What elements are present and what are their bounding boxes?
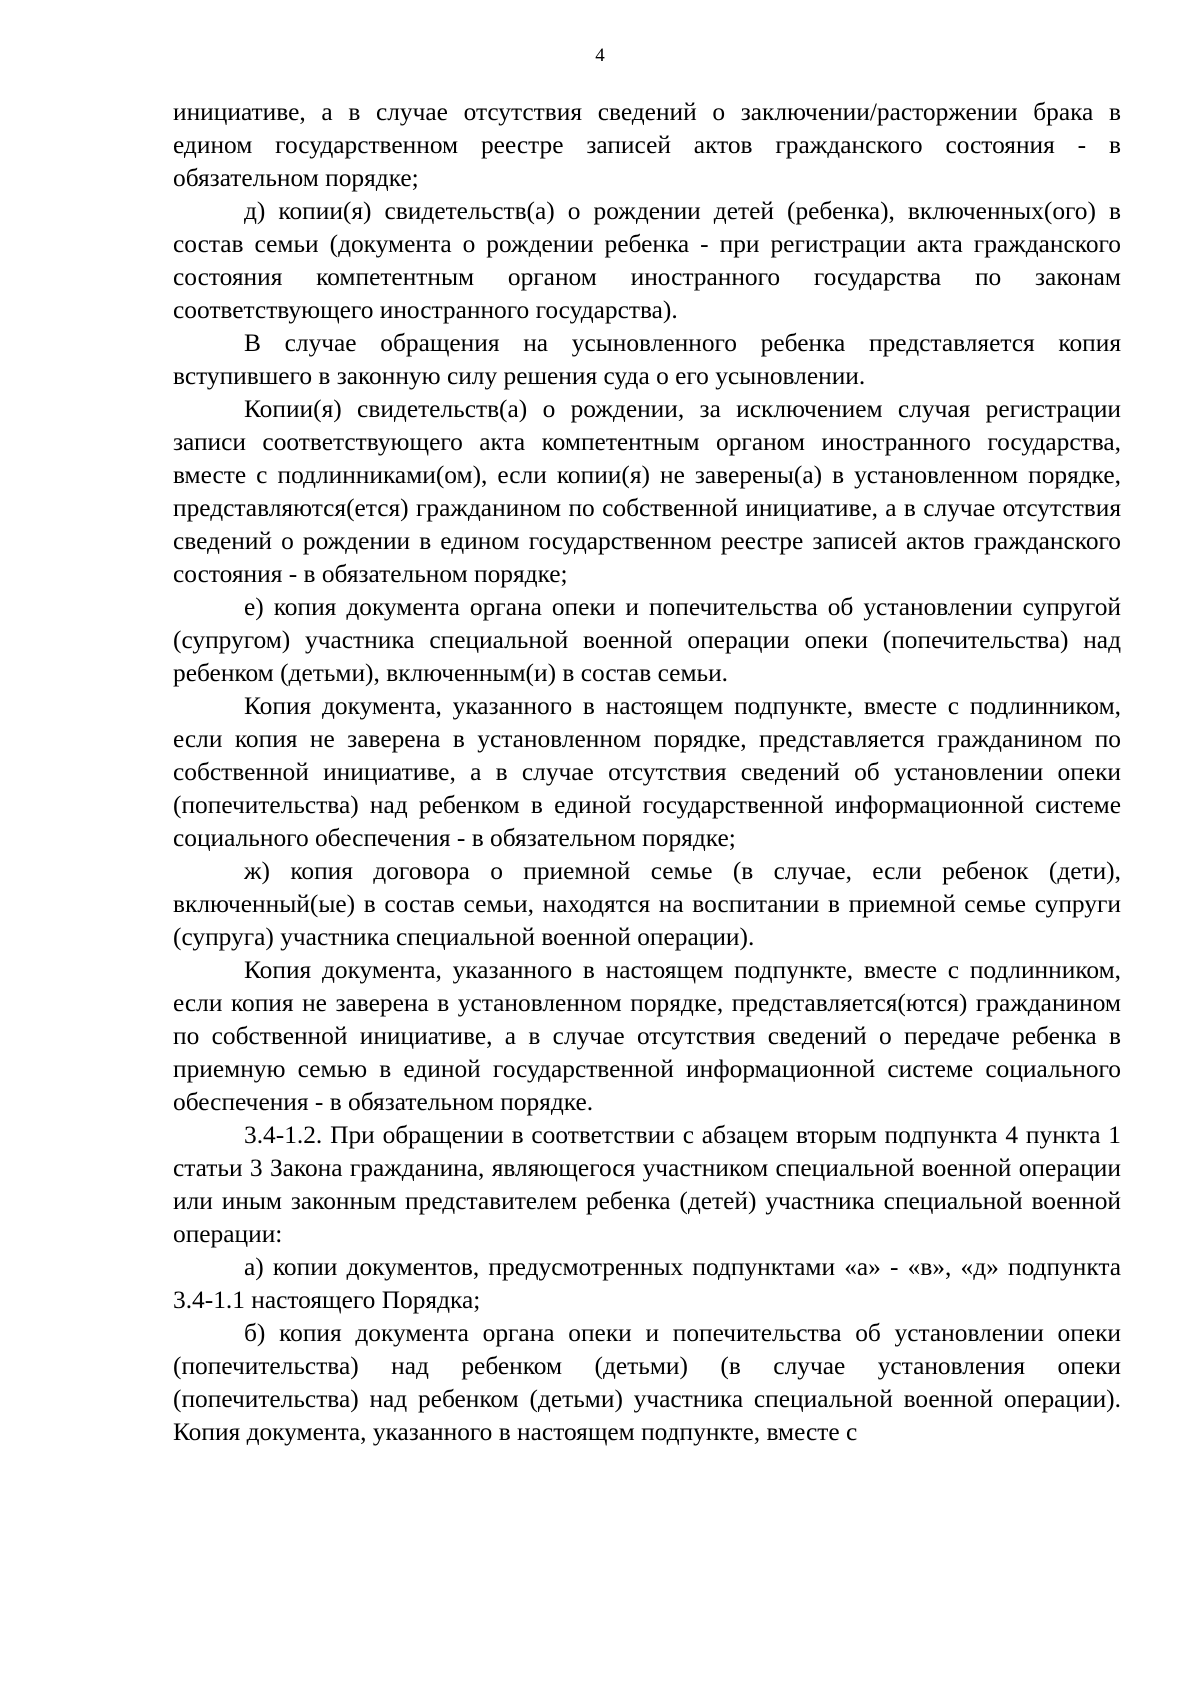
page-number: 4 <box>595 45 605 66</box>
paragraph: д) копии(я) свидетельств(а) о рождении детей (ребенка), включенных(ого) в состав семьи (документа о рождении ребенка - при регистрации акта гражданского состояния компетентным органом иностранного государства по законам соответствующего иностранного государства). <box>173 197 1121 324</box>
paragraph: ж) копия договора о приемной семье (в случае, если ребенок (дети), включенный(ые) в состав семьи, находятся на воспитании в приемной семье супруги (супруга) участника специальной военной операции). <box>173 857 1121 951</box>
document-body <box>173 96 1121 1449</box>
paragraph: а) копии документов, предусмотренных подпунктами «а» - «в», «д» подпункта 3.4-1.1 настоящего Порядка; <box>173 1253 1121 1314</box>
paragraph: б) копия документа органа опеки и попечительства об установлении опеки (попечительства) над ребенком (детьми) (в случае установления опеки (попечительства) над ребенком (детьми) участника специальной военной операции). Копия документа, указанного в настоящем подпункте, вместе с <box>173 1319 1121 1446</box>
paragraph: инициативе, а в случае отсутствия сведений о заключении/расторжении брака в едином государственном реестре записей актов гражданского состояния - в обязательном порядке; <box>173 98 1121 192</box>
paragraph: Копии(я) свидетельств(а) о рождении, за исключением случая регистрации записи соответствующего акта компетентным органом иностранного государства, вместе с подлинниками(ом), если копии(я) не заверены(а) в установленном порядке, представляются(ется) гражданином по собственной инициативе, а в случае отсутствия сведений о рождении в едином государственном реестре записей актов гражданского состояния - в обязательном порядке; <box>173 395 1121 588</box>
paragraph: 3.4-1.2. При обращении в соответствии с абзацем вторым подпункта 4 пункта 1 статьи 3 Закона гражданина, являющегося участником специальной военной операции или иным законным представителем ребенка (детей) участника специальной военной операции: <box>173 1121 1121 1248</box>
paragraph: В случае обращения на усыновленного ребенка представляется копия вступившего в законную силу решения суда о его усыновлении. <box>173 329 1121 390</box>
paragraph: Копия документа, указанного в настоящем подпункте, вместе с подлинником, если копия не заверена в установленном порядке, представляется(ются) гражданином по собственной инициативе, а в случае отсутствия сведений о передаче ребенка в приемную семью в единой государственной информационной системе социального обеспечения - в обязательном порядке. <box>173 956 1121 1116</box>
paragraph: Копия документа, указанного в настоящем подпункте, вместе с подлинником, если копия не заверена в установленном порядке, представляется гражданином по собственной инициативе, а в случае отсутствия сведений об установлении опеки (попечительства) над ребенком в единой государственной информационной системе социального обеспечения - в обязательном порядке; <box>173 692 1121 852</box>
paragraph: е) копия документа органа опеки и попечительства об установлении супругой (супругом) участника специальной военной операции опеки (попечительства) над ребенком (детьми), включенным(и) в состав семьи. <box>173 593 1121 687</box>
